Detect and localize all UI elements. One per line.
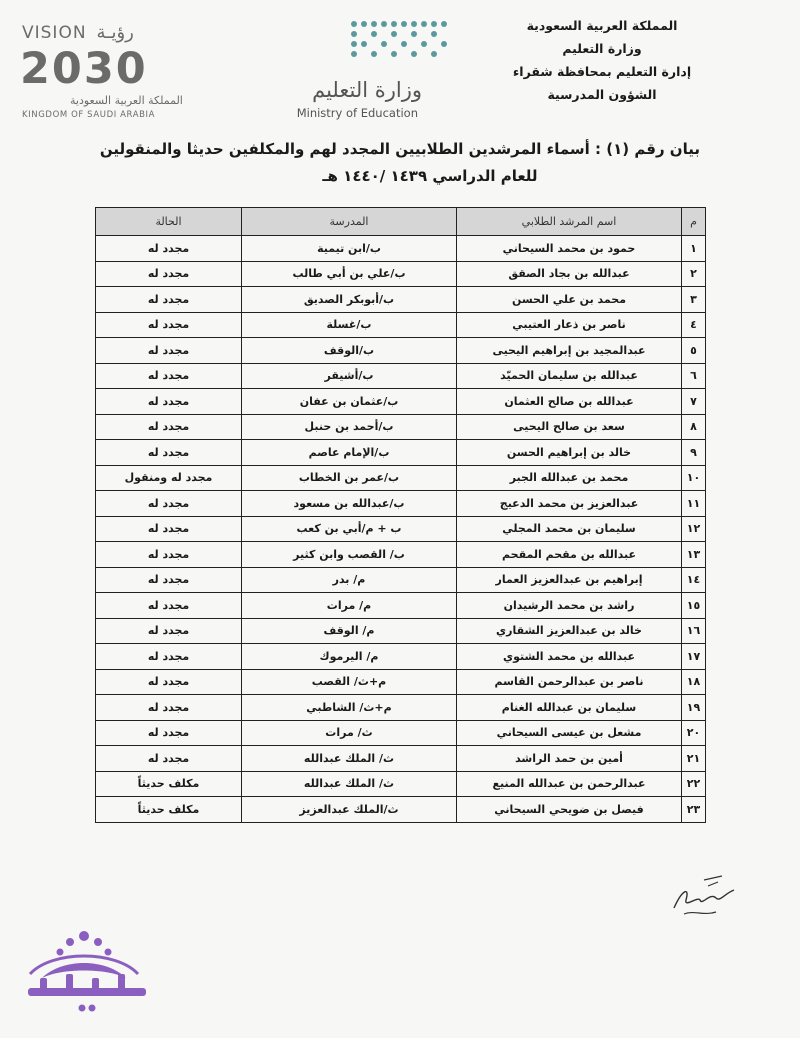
row-num: ١٢ [682, 516, 706, 542]
row-school: م/ الوقف [242, 618, 457, 644]
vision-year: 2030 [20, 44, 148, 94]
row-num: ٦ [682, 363, 706, 389]
row-status: مجدد له [96, 618, 242, 644]
row-status: مجدد له [96, 312, 242, 338]
row-school: ب/أشيقر [242, 363, 457, 389]
vision-ar: رؤيـة [96, 22, 134, 43]
row-name: سليمان بن محمد المجلي [457, 516, 682, 542]
row-num: ١٨ [682, 669, 706, 695]
row-name: ناصر بن عبدالرحمن القاسم [457, 669, 682, 695]
row-name: فيصل بن ضويحي السيحاني [457, 797, 682, 823]
row-status: مجدد له [96, 516, 242, 542]
row-num: ٢١ [682, 746, 706, 772]
row-num: ٩ [682, 440, 706, 466]
header-school: المدرسة [242, 208, 457, 236]
table-row [96, 236, 706, 262]
row-num: ٢ [682, 261, 706, 287]
row-name: محمد بن علي الحسن [457, 287, 682, 313]
header-num: م [682, 208, 706, 236]
table-row [96, 618, 706, 644]
row-status: مجدد له [96, 669, 242, 695]
table-body [96, 236, 706, 823]
row-num: ١٠ [682, 465, 706, 491]
title-line-2: للعام الدراسي ١٤٣٩ /١٤٤٠ هـ [322, 167, 538, 185]
row-name: عبدالله بن بجاد الصقق [457, 261, 682, 287]
row-school: م+ث/ الشاطبي [242, 695, 457, 721]
row-school: ب/علي بن أبي طالب [242, 261, 457, 287]
table-row [96, 797, 706, 823]
table-row [96, 771, 706, 797]
table-row [96, 338, 706, 364]
table-row [96, 261, 706, 287]
vision-en: VISION [22, 23, 87, 43]
row-num: ٢٠ [682, 720, 706, 746]
table-row [96, 363, 706, 389]
row-status: مجدد له [96, 236, 242, 262]
row-status: مجدد له [96, 567, 242, 593]
ministry-dots-icon [346, 18, 456, 64]
row-num: ٤ [682, 312, 706, 338]
row-num: ١٥ [682, 593, 706, 619]
row-status: مجدد له [96, 720, 242, 746]
ministry-logo [282, 14, 452, 120]
row-name: خالد بن عبدالعزيز الشقاري [457, 618, 682, 644]
row-name: سعد بن صالح اليحيى [457, 414, 682, 440]
row-status: مجدد له [96, 261, 242, 287]
row-status: مجدد له [96, 287, 242, 313]
row-status: مكلف حديثاً [96, 797, 242, 823]
counselors-table [95, 207, 706, 823]
vision-2030-logo [20, 20, 183, 120]
row-school: ب/الإمام عاصم [242, 440, 457, 466]
row-name: إبراهيم بن عبدالعزيز العمار [457, 567, 682, 593]
row-name: عبدالرحمن بن عبدالله المنيع [457, 771, 682, 797]
vision-kingdom-en: KINGDOM OF SAUDI ARABIA [22, 110, 156, 120]
table-row [96, 593, 706, 619]
row-name: سليمان بن عبدالله الغنام [457, 695, 682, 721]
row-name: عبدالله بن محمد الشتوي [457, 644, 682, 670]
row-school: ب + م/أبي بن كعب [242, 516, 457, 542]
row-school: ب/ القصب وابن كثير [242, 542, 457, 568]
row-num: ١١ [682, 491, 706, 517]
table-row [96, 389, 706, 415]
ministry-name-ar: وزارة التعليم [312, 78, 422, 102]
row-school: م/ مرات [242, 593, 457, 619]
row-name: مشعل بن عيسى السيحاني [457, 720, 682, 746]
table-row [96, 567, 706, 593]
row-num: ١ [682, 236, 706, 262]
row-num: ١٦ [682, 618, 706, 644]
document-title [99, 136, 700, 190]
table-row [96, 720, 706, 746]
row-num: ١٩ [682, 695, 706, 721]
row-num: ١٧ [682, 644, 706, 670]
table-row [96, 491, 706, 517]
row-status: مجدد له [96, 746, 242, 772]
row-num: ٢٢ [682, 771, 706, 797]
row-school: ث/ مرات [242, 720, 457, 746]
row-name: راشد بن محمد الرشيدان [457, 593, 682, 619]
row-status: مجدد له [96, 389, 242, 415]
header-line-directorate: إدارة التعليم بمحافظة شقراء [512, 64, 692, 79]
row-school: ب/أحمد بن حنبل [242, 414, 457, 440]
header-name: اسم المرشد الطلابي [457, 208, 682, 236]
row-num: ٨ [682, 414, 706, 440]
counselors-table-wrapper [95, 207, 705, 823]
row-name: ناصر بن ذعار العتيبي [457, 312, 682, 338]
row-school: ب/أبوبكر الصديق [242, 287, 457, 313]
row-name: عبدالله بن صالح العثمان [457, 389, 682, 415]
row-status: مجدد له [96, 644, 242, 670]
header-line-kingdom: المملكة العربية السعودية [526, 18, 678, 33]
row-school: ب/عمر بن الخطاب [242, 465, 457, 491]
row-num: ١٤ [682, 567, 706, 593]
header-line-ministry: وزارة التعليم [562, 41, 642, 56]
table-row [96, 465, 706, 491]
institution-header [502, 14, 702, 106]
row-num: ٣ [682, 287, 706, 313]
vision-kingdom-ar: المملكة العربية السعودية [70, 94, 183, 107]
row-status: مجدد له [96, 363, 242, 389]
row-name: عبدالله بن سليمان الحميّد [457, 363, 682, 389]
row-num: ١٣ [682, 542, 706, 568]
row-school: ث/ الملك عبدالله [242, 746, 457, 772]
table-row [96, 669, 706, 695]
row-status: مجدد له [96, 542, 242, 568]
header-status: الحالة [96, 208, 242, 236]
talabna-watermark-logo [22, 928, 152, 1023]
row-name: عبدالعزيز بن محمد الدعيج [457, 491, 682, 517]
row-num: ٢٣ [682, 797, 706, 823]
row-status: مجدد له [96, 593, 242, 619]
row-school: ب/ابن تيمية [242, 236, 457, 262]
row-name: خالد بن إبراهيم الحسن [457, 440, 682, 466]
row-school: ب/عبدالله بن مسعود [242, 491, 457, 517]
row-school: ب/غسلة [242, 312, 457, 338]
row-num: ٥ [682, 338, 706, 364]
table-row [96, 414, 706, 440]
row-status: مجدد له [96, 440, 242, 466]
title-line-1: بيان رقم (١) : أسماء المرشدين الطلابيين المجدد لهم والمكلفين حديثا والمنقولين [99, 140, 700, 158]
table-row [96, 542, 706, 568]
table-row [96, 287, 706, 313]
handwritten-signature [664, 870, 744, 920]
table-row [96, 440, 706, 466]
row-school: م/ بدر [242, 567, 457, 593]
header-line-department: الشؤون المدرسية [547, 87, 657, 102]
row-name: أمين بن حمد الراشد [457, 746, 682, 772]
row-school: ب/الوقف [242, 338, 457, 364]
row-school: م+ث/ القصب [242, 669, 457, 695]
row-name: عبدالله بن مقحم المقحم [457, 542, 682, 568]
row-school: ث/ الملك عبدالله [242, 771, 457, 797]
vision-line [22, 22, 134, 43]
row-num: ٧ [682, 389, 706, 415]
row-school: م/ اليرموك [242, 644, 457, 670]
table-row [96, 644, 706, 670]
row-status: مجدد له [96, 338, 242, 364]
table-row [96, 516, 706, 542]
row-name: حمود بن محمد السيحاني [457, 236, 682, 262]
row-status: مجدد له [96, 695, 242, 721]
row-school: ب/عثمان بن عفان [242, 389, 457, 415]
row-status: مجدد له [96, 491, 242, 517]
table-row [96, 312, 706, 338]
row-school: ث/الملك عبدالعزيز [242, 797, 457, 823]
ministry-name-en: Ministry of Education [296, 106, 418, 120]
table-row [96, 746, 706, 772]
row-status: مجدد له [96, 414, 242, 440]
table-row [96, 695, 706, 721]
row-name: محمد بن عبدالله الجبر [457, 465, 682, 491]
table-header-row [96, 208, 706, 236]
row-status: مكلف حديثاً [96, 771, 242, 797]
row-name: عبدالمجيد بن إبراهيم اليحيى [457, 338, 682, 364]
row-status: مجدد له ومنقول [96, 465, 242, 491]
